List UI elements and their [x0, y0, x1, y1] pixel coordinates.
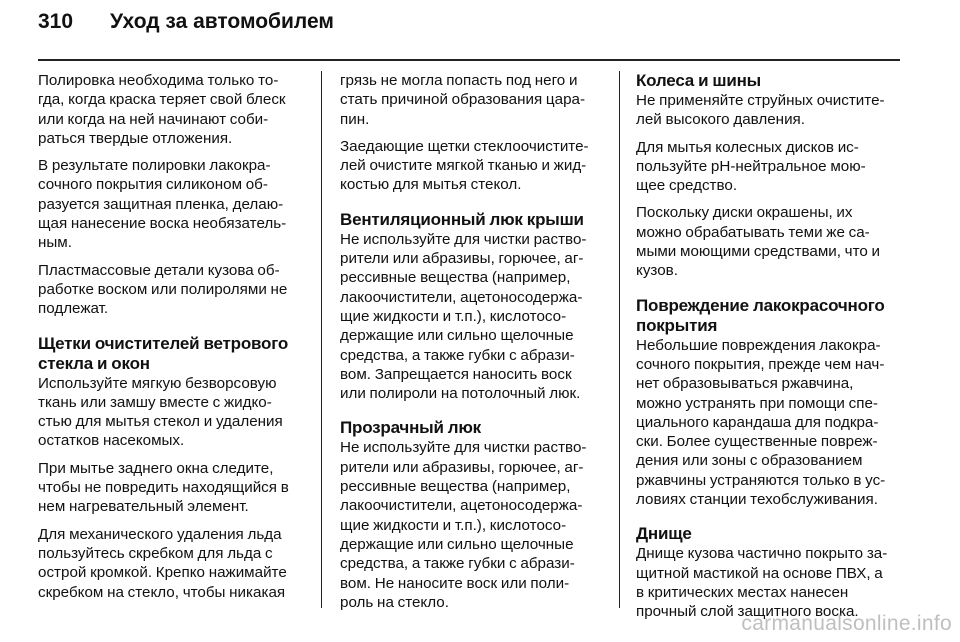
paragraph	[38, 374, 306, 451]
text-line: вом. Запрещается наносить воск	[340, 365, 572, 383]
section-heading	[636, 71, 904, 91]
text-column-2	[340, 71, 608, 620]
paragraph	[340, 230, 608, 404]
text-line: работке воском или полиролями не	[38, 280, 288, 298]
column-divider-2	[619, 71, 620, 608]
section-heading	[38, 334, 306, 374]
paragraph	[340, 438, 608, 612]
text-line: пользуйте pH-нейтральное мою-	[636, 157, 866, 175]
text-line: подлежат.	[38, 300, 109, 318]
text-line: средства, а также губки с абрази-	[340, 346, 575, 364]
text-line: в критических местах нанесен	[636, 583, 849, 601]
text-line: Поскольку диски окрашены, их	[636, 204, 853, 222]
text-line: прочный слой защитного воска.	[636, 603, 859, 621]
paragraph	[38, 156, 306, 252]
paragraph	[636, 138, 904, 196]
text-line: держащие или сильно щелочные	[340, 327, 574, 345]
text-line: кузов.	[636, 262, 678, 280]
text-line: Для мытья колесных дисков ис-	[636, 138, 859, 156]
paragraph	[38, 261, 306, 319]
text-line: ски. Более существенные повреж-	[636, 433, 878, 451]
heading-line: покрытия	[636, 315, 718, 335]
text-column-1	[38, 71, 306, 610]
text-line: Не применяйте струйных очистите-	[636, 92, 885, 109]
text-line: рители или абразивы, горючее, аг-	[340, 458, 584, 476]
text-line: раться твердые отложения.	[38, 129, 233, 147]
text-line: или полироли на потолочный люк.	[340, 385, 581, 403]
text-line: костью для мытья стекол.	[340, 176, 522, 194]
text-line: ным.	[38, 234, 72, 252]
text-line: стать причиной образования цара-	[340, 91, 586, 109]
column-divider-1	[321, 71, 322, 608]
text-line: вом. Не наносите воск или поли-	[340, 574, 570, 592]
text-line: Полировка необходима только то-	[38, 72, 279, 89]
text-line: В результате полировки лакокра-	[38, 157, 271, 175]
watermark: carmanualsonline.info	[741, 612, 952, 635]
header-divider	[38, 59, 900, 61]
text-line: щие жидкости и т.п.), кислотосо-	[340, 307, 567, 325]
text-line: рители или абразивы, горючее, аг-	[340, 250, 584, 268]
text-line: лакоочистители, ацетоносодержа-	[340, 288, 583, 306]
paragraph	[636, 91, 904, 130]
section-heading	[340, 210, 608, 230]
text-line: скребком на стекло, чтобы никакая	[38, 583, 286, 601]
page-title: Уход за автомобилем	[110, 10, 334, 33]
text-column-3	[636, 71, 904, 630]
section-heading	[636, 296, 904, 336]
paragraph	[636, 203, 904, 280]
text-line: щитной мастикой на основе ПВХ, а	[636, 564, 883, 582]
text-line: нем нагревательный элемент.	[38, 498, 249, 516]
heading-line: Щетки очистителей ветрового	[38, 333, 289, 353]
text-line: пользуйтесь скребком для льда с	[38, 544, 273, 562]
heading-line: Повреждение лакокрасочного	[636, 295, 885, 315]
text-line: держащие или сильно щелочные	[340, 535, 574, 553]
text-line: грязь не могла попасть под него и	[340, 72, 578, 89]
text-line: ловиях станции техобслуживания.	[636, 491, 878, 509]
paragraph	[38, 459, 306, 517]
heading-line: Вентиляционный люк крыши	[340, 209, 584, 229]
heading-line: Прозрачный люк	[340, 418, 481, 438]
text-line: дения или зоны с образованием	[636, 452, 863, 470]
heading-line: стекла и окон	[38, 353, 150, 373]
paragraph	[38, 525, 306, 602]
text-line: При мытье заднего окна следите,	[38, 459, 274, 477]
text-line: средства, а также губки с абрази-	[340, 555, 575, 573]
section-heading	[340, 418, 608, 438]
text-line: Небольшие повреждения лакокра-	[636, 336, 881, 354]
text-line: ржавчины устраняются только в ус-	[636, 471, 886, 489]
text-line: лакоочистители, ацетоносодержа-	[340, 497, 583, 515]
text-line: или когда на ней начинают соби-	[38, 110, 269, 128]
text-line: щая нанесение воска необязатель-	[38, 215, 287, 233]
text-line: сочного покрытия силиконом об-	[38, 176, 268, 194]
text-line: циального карандаша для подкра-	[636, 413, 879, 431]
section-heading	[636, 524, 904, 544]
text-line: Днище кузова частично покрыто за-	[636, 545, 888, 563]
text-line: чтобы не повредить находящийся в	[38, 479, 289, 497]
text-line: лей высокого давления.	[636, 111, 805, 129]
paragraph	[340, 71, 608, 129]
text-line: можно обрабатывать теми же са-	[636, 223, 870, 241]
text-line: нет образовываться ржавчина,	[636, 375, 854, 393]
text-line: роль на стекло.	[340, 593, 449, 611]
text-line: стью для мытья стекол и удаления	[38, 413, 283, 431]
text-line: можно устранять при помощи спе-	[636, 394, 878, 412]
paragraph	[636, 336, 904, 510]
text-line: сочного покрытия, прежде чем нач-	[636, 355, 885, 373]
text-line: ткань или замшу вместе с жидко-	[38, 393, 272, 411]
text-line: щее средство.	[636, 177, 738, 195]
text-line: пин.	[340, 110, 370, 128]
text-line: лей очистите мягкой тканью и жид-	[340, 157, 587, 175]
paragraph	[636, 544, 904, 621]
heading-line: Днище	[636, 524, 692, 544]
text-line: остатков насекомых.	[38, 432, 185, 450]
text-line: мыми моющими средствами, что и	[636, 243, 881, 261]
text-line: Для механического удаления льда	[38, 525, 282, 543]
text-line: рессивные вещества (например,	[340, 478, 571, 496]
text-line: Заедающие щетки стеклоочистите-	[340, 137, 589, 155]
text-line: острой кромкой. Крепко нажимайте	[38, 564, 287, 582]
text-line: разуется защитная пленка, делаю-	[38, 195, 284, 213]
heading-line: Колеса и шины	[636, 71, 761, 90]
text-line: щие жидкости и т.п.), кислотосо-	[340, 516, 567, 534]
text-line: Не используйте для чистки раство-	[340, 439, 587, 457]
text-line: Пластмассовые детали кузова об-	[38, 261, 280, 279]
paragraph	[38, 71, 306, 148]
paragraph	[340, 137, 608, 195]
page-number: 310	[38, 10, 74, 33]
text-line: гда, когда краска теряет свой блеск	[38, 91, 286, 109]
text-line: рессивные вещества (например,	[340, 269, 571, 287]
text-line: Не используйте для чистки раство-	[340, 230, 587, 248]
text-line: Используйте мягкую безворсовую	[38, 374, 277, 392]
